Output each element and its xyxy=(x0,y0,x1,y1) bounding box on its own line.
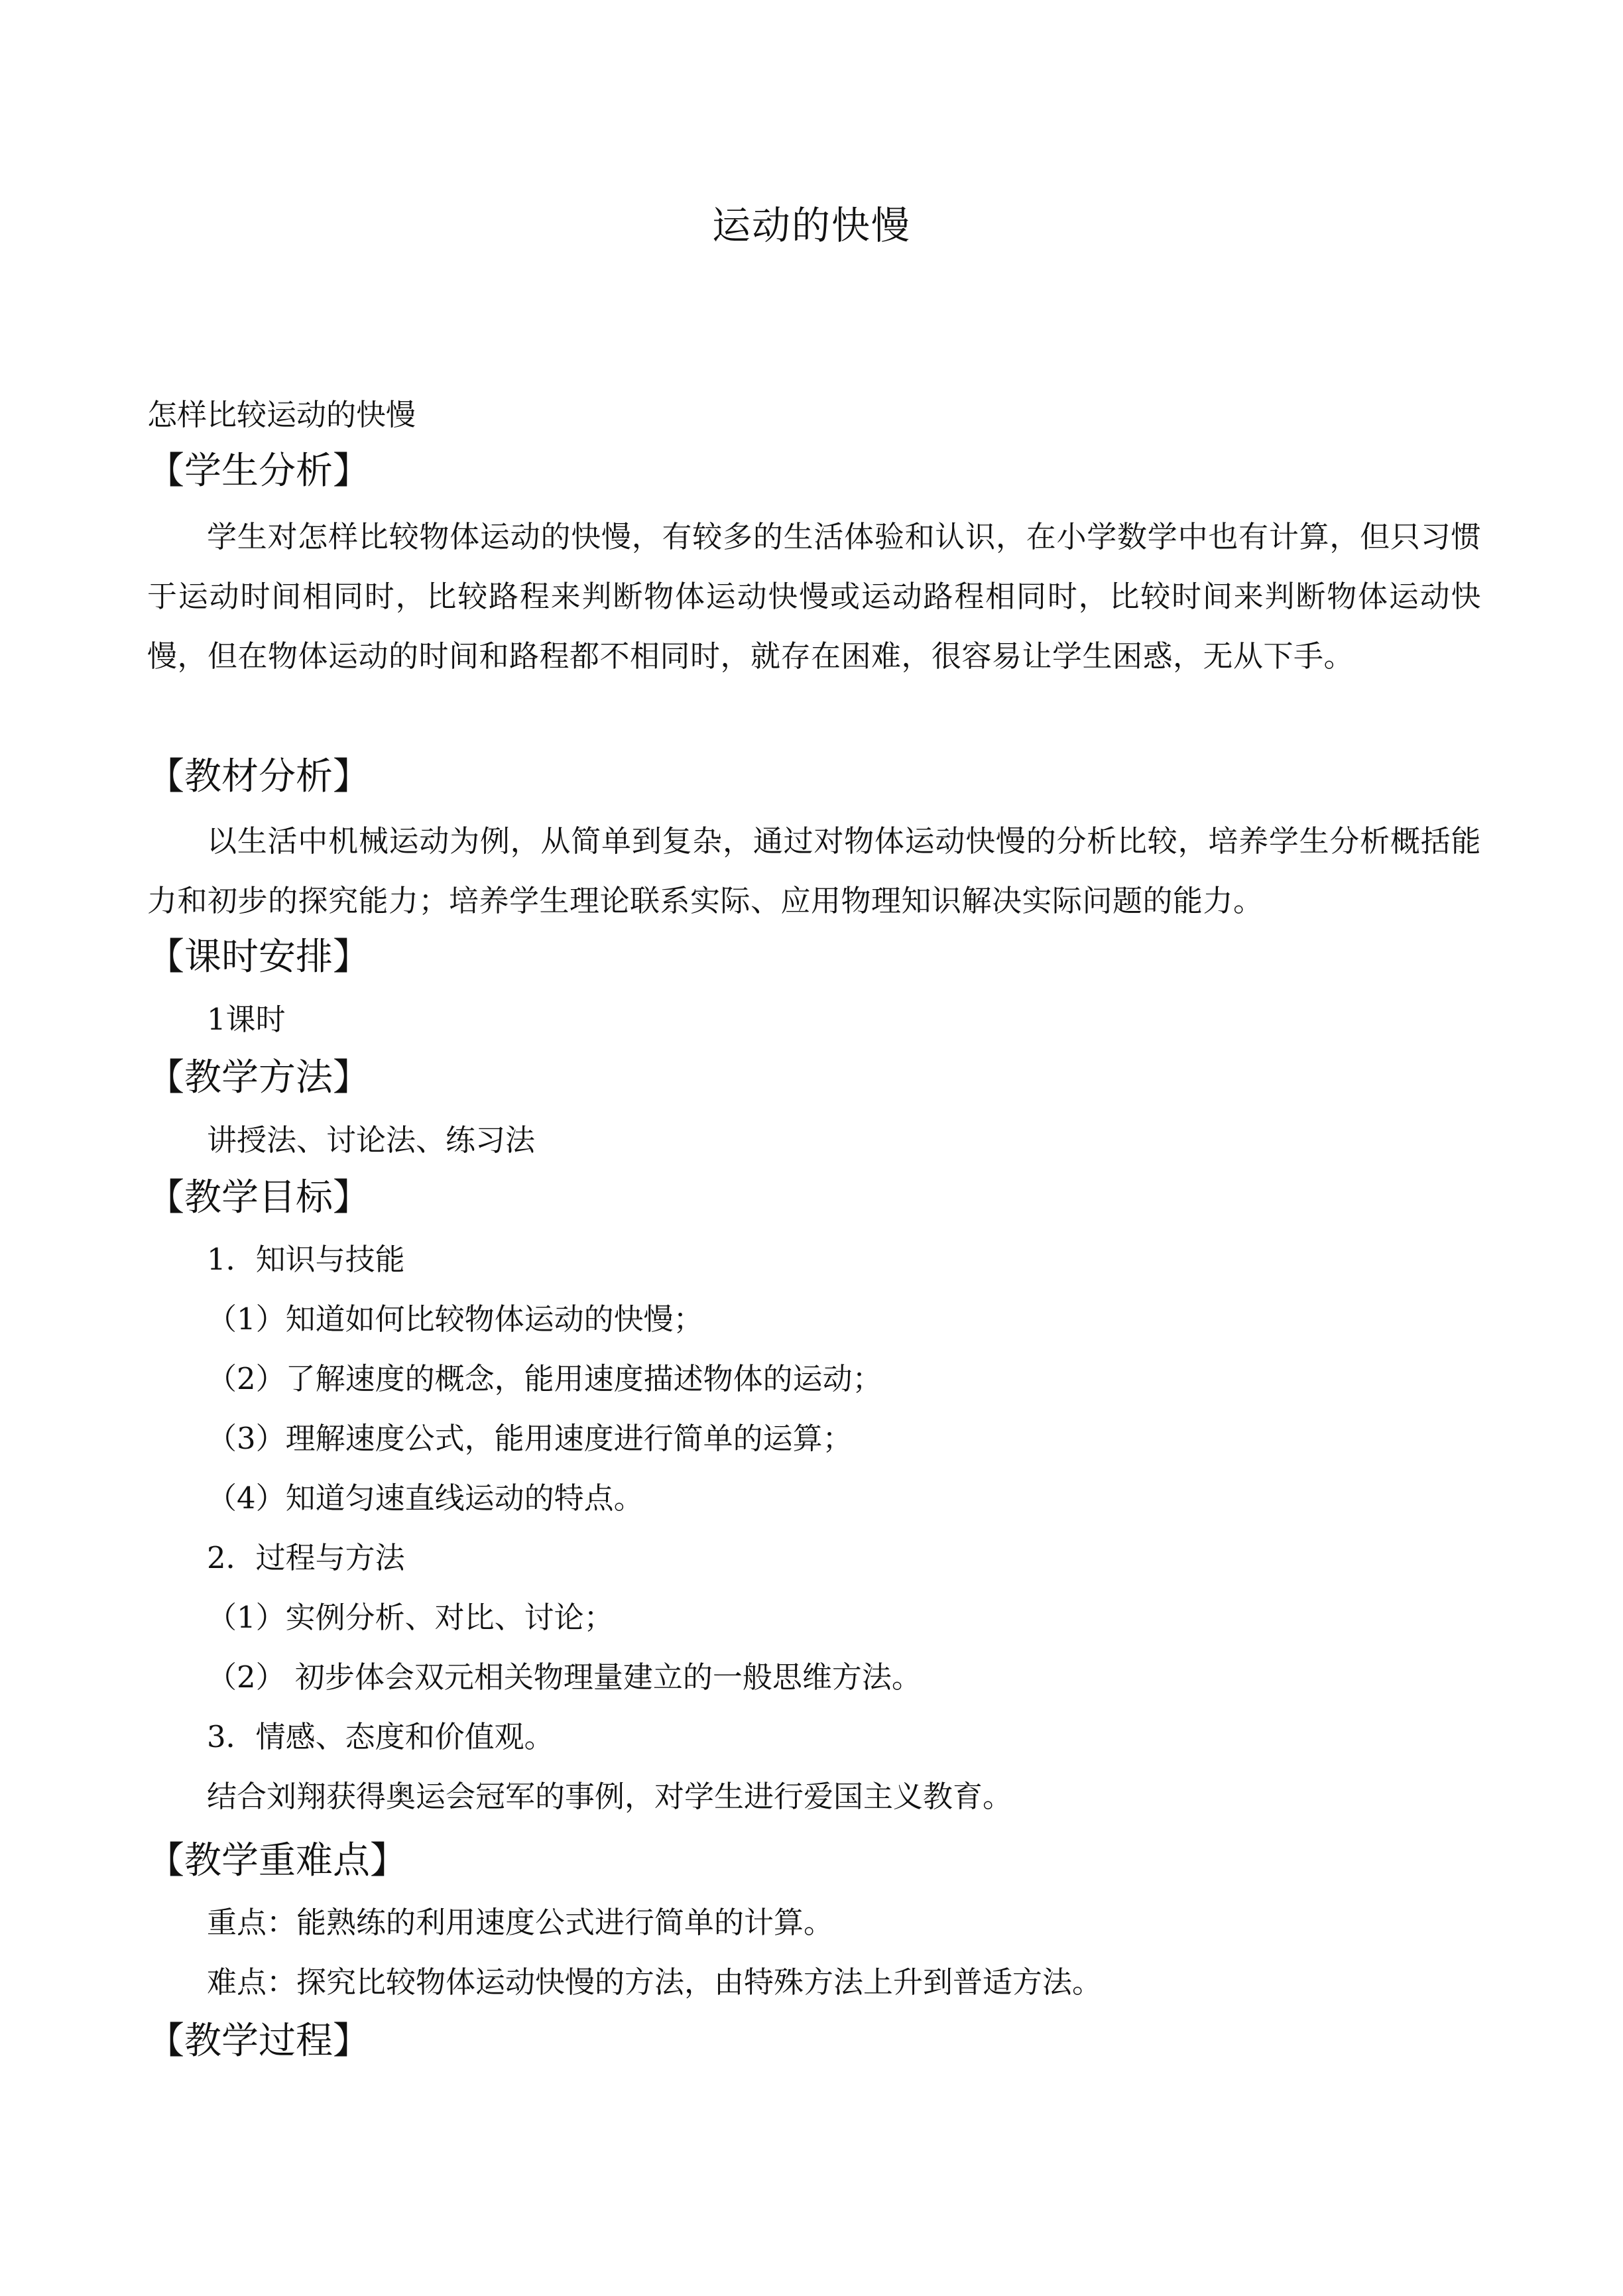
objective-line: （2）了解速度的概念，能用速度描述物体的运动； xyxy=(207,1361,882,1396)
heading-process: 【教学过程】 xyxy=(147,2020,370,2063)
heading-methods: 【教学方法】 xyxy=(147,1056,370,1099)
paragraph-student-analysis: 学生对怎样比较物体运动的快慢，有较多的生活体验和认识，在小学数学中也有计算，但只习惯于运动时间相同时，比较路程来判断物体运动快慢或运动路程相同时，比较时间来判断物体运动快慢，但在物体运动的时间和路程都不相同时，就存在困难，很容易让学生困惑，无从下手。 xyxy=(147,519,1481,674)
heading-key-points: 【教学重难点】 xyxy=(147,1839,407,1882)
heading-objectives: 【教学目标】 xyxy=(147,1176,370,1219)
objective-line: 3．情感、态度和价值观。 xyxy=(207,1719,554,1754)
objective-line: （3）理解速度公式，能用速度进行简单的运算； xyxy=(207,1421,853,1456)
objective-line: （1）实例分析、对比、讨论； xyxy=(207,1600,614,1635)
text-schedule: 1课时 xyxy=(207,1002,286,1037)
heading-student-analysis: 【学生分析】 xyxy=(147,450,370,493)
heading-material-analysis: 【教材分析】 xyxy=(147,755,370,798)
objective-line: 2．过程与方法 xyxy=(207,1540,405,1575)
document-title: 运动的快慢 xyxy=(711,203,911,248)
document-subtitle: 怎样比较运动的快慢 xyxy=(147,397,416,432)
heading-schedule: 【课时安排】 xyxy=(147,936,370,979)
objective-line: （4）知道匀速直线运动的特点。 xyxy=(207,1480,644,1516)
text-key-focus: 重点：能熟练的利用速度公式进行简单的计算。 xyxy=(207,1905,834,1940)
objective-line: （2） 初步体会双元相关物理量建立的一般思维方法。 xyxy=(207,1660,922,1695)
objective-line: 1．知识与技能 xyxy=(207,1242,405,1277)
objective-line: 结合刘翔获得奥运会冠军的事例，对学生进行爱国主义教育。 xyxy=(207,1779,1013,1814)
paragraph-material-analysis: 以生活中机械运动为例，从简单到复杂，通过对物体运动快慢的分析比较，培养学生分析概括能力和初步的探究能力；培养学生理论联系实际、应用物理知识解决实际问题的能力。 xyxy=(147,823,1481,918)
text-methods: 讲授法、讨论法、练习法 xyxy=(207,1122,536,1158)
objective-line: （1）知道如何比较物体运动的快慢； xyxy=(207,1301,703,1337)
text-key-difficulty: 难点：探究比较物体运动快慢的方法，由特殊方法上升到普适方法。 xyxy=(207,1964,1103,2000)
